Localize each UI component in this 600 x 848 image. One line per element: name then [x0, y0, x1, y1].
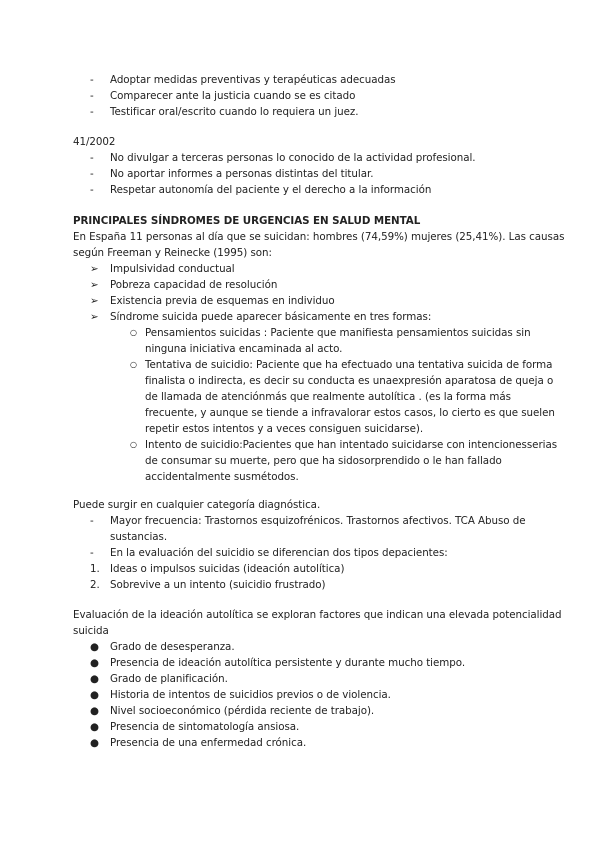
- dash-marker: -: [90, 106, 94, 118]
- list-item: - No aportar informes a personas distintas del titular.: [90, 168, 374, 180]
- bullet-icon: ●: [90, 737, 99, 749]
- dash-marker: -: [90, 90, 94, 102]
- form-item-cont: ninguna iniciativa encaminada al acto.: [145, 343, 343, 355]
- dash-marker: -: [90, 515, 94, 527]
- evaluacion-section: [73, 607, 562, 751]
- top-dash-list: [73, 72, 533, 120]
- dash-marker: -: [90, 152, 94, 164]
- categoria-section: [73, 497, 533, 593]
- bullet-icon: ●: [90, 705, 99, 717]
- list-item-cont: sustancias.: [110, 531, 168, 543]
- section-title: PRINCIPALES SÍNDROMES DE URGENCIAS EN SALUD MENTAL: [73, 215, 421, 227]
- categoria-intro: Puede surgir en cualquier categoría diagnóstica.: [73, 499, 321, 511]
- cause-item: ➢ Pobreza capacidad de resolución: [90, 279, 278, 291]
- list-item: - Testificar oral/escrito cuando lo requiera un juez.: [90, 106, 359, 118]
- bullet-item: ● Presencia de una enfermedad crónica.: [90, 737, 307, 749]
- intro-line: según Freeman y Reinecke (1995) son:: [73, 247, 272, 259]
- dash-marker: -: [90, 168, 94, 180]
- list-item: - Adoptar medidas preventivas y terapéuticas adecuadas: [90, 74, 396, 86]
- form-item: ○ Tentativa de suicidio: Paciente que ha efectuado una tentativa suicida de forma: [130, 359, 553, 371]
- bullet-icon: ●: [90, 657, 99, 669]
- number-marker: 2.: [90, 579, 100, 591]
- numbered-item: 1. Ideas o impulsos suicidas (ideación autolítica): [90, 563, 345, 575]
- dash-marker: -: [90, 547, 94, 559]
- form-item-cont: frecuente, y aunque se tiende a infravalorar estos casos, lo cierto es que suelen: [145, 407, 555, 419]
- number-marker: 1.: [90, 563, 100, 575]
- bullet-icon: ●: [90, 689, 99, 701]
- bullet-item: ● Presencia de sintomatología ansiosa.: [90, 721, 300, 733]
- numbered-item: 2. Sobrevive a un intento (suicidio frustrado): [90, 579, 326, 591]
- form-item-cont: de consumar su muerte, pero que ha sidosorprendido o le han fallado: [145, 455, 502, 467]
- circle-icon: ○: [130, 360, 137, 369]
- list-item: - Comparecer ante la justicia cuando se es citado: [90, 90, 356, 102]
- form-item-cont: finalista o indirecta, es decir su conducta es unaexpresión aparatosa de queja o: [145, 375, 554, 387]
- dash-marker: -: [90, 184, 94, 196]
- bullet-item: ● Grado de planificación.: [90, 673, 228, 685]
- form-item-cont: repetir estos intentos y a veces consiguen suicidarse).: [145, 423, 424, 435]
- bullet-icon: ●: [90, 673, 99, 685]
- form-item: ○ Pensamientos suicidas : Paciente que manifiesta pensamientos suicidas sin: [130, 327, 531, 339]
- list-item: - En la evaluación del suicidio se diferencian dos tipos depacientes:: [90, 547, 448, 559]
- list-item: - Respetar autonomía del paciente y el derecho a la información: [90, 184, 432, 196]
- list-item: - Mayor frecuencia: Trastornos esquizofrénicos. Trastornos afectivos. TCA Abuso de: [90, 515, 526, 527]
- bullet-item: ● Nivel socioeconómico (pérdida reciente de trabajo).: [90, 705, 375, 717]
- arrow-icon: ➢: [90, 279, 99, 291]
- cause-item: ➢ Impulsividad conductual: [90, 263, 235, 275]
- ley-heading: 41/2002: [73, 136, 116, 148]
- form-item-cont: de llamada de atenciónmás que realmente autolítica . (es la forma más: [145, 391, 511, 403]
- sindromes-section: [73, 213, 565, 485]
- ley-section: [73, 134, 533, 198]
- bullet-item: ● Presencia de ideación autolítica persistente y durante mucho tiempo.: [90, 657, 466, 669]
- form-item: ○ Intento de suicidio:Pacientes que han intentado suicidarse con intencionesserias: [130, 439, 558, 451]
- arrow-icon: ➢: [90, 295, 99, 307]
- intro-line: En España 11 personas al día que se suicidan: hombres (74,59%) mujeres (25,41%). Las causas: [73, 231, 565, 243]
- bullet-item: ● Historia de intentos de suicidios previos o de violencia.: [90, 689, 391, 701]
- bullet-icon: ●: [90, 721, 99, 733]
- cause-item: ➢ Síndrome suicida puede aparecer básicamente en tres formas:: [90, 311, 432, 323]
- evaluacion-intro: suicida: [73, 625, 109, 637]
- bullet-icon: ●: [90, 641, 99, 653]
- circle-icon: ○: [130, 328, 137, 337]
- circle-icon: ○: [130, 440, 137, 449]
- list-item: - No divulgar a terceras personas lo conocido de la actividad profesional.: [90, 152, 476, 164]
- dash-marker: -: [90, 74, 94, 86]
- cause-item: ➢ Existencia previa de esquemas en individuo: [90, 295, 335, 307]
- arrow-icon: ➢: [90, 311, 99, 323]
- bullet-item: ● Grado de desesperanza.: [90, 641, 235, 653]
- form-item-cont: accidentalmente susmétodos.: [145, 471, 299, 483]
- evaluacion-intro: Evaluación de la ideación autolítica se exploran factores que indican una elevada potencialidad: [73, 609, 562, 621]
- arrow-icon: ➢: [90, 263, 99, 275]
